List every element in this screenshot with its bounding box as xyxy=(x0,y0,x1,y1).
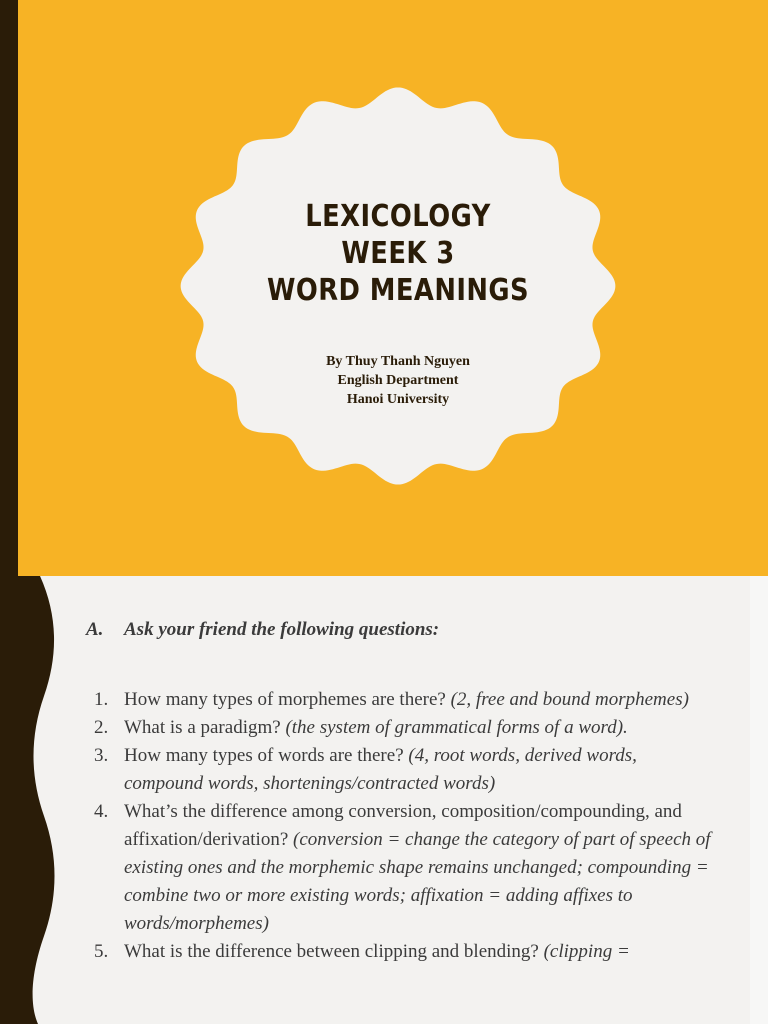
title-line-topic: WORD MEANINGS xyxy=(266,273,530,308)
slide-right-strip xyxy=(750,576,768,1024)
section-marker: A. xyxy=(86,619,104,640)
list-item xyxy=(84,742,714,798)
list-item xyxy=(84,686,714,714)
question-list xyxy=(84,686,714,966)
slide-content xyxy=(84,616,714,966)
scalloped-badge xyxy=(168,80,628,500)
question-text: What is the difference between clipping and blending? xyxy=(124,941,544,962)
wavy-left-border xyxy=(18,576,78,1024)
question-text: How many types of words are there? xyxy=(124,745,409,766)
section-heading-text: Ask your friend the following questions: xyxy=(124,619,440,640)
question-text: How many types of morphemes are there? xyxy=(124,689,451,710)
item-number: 2. xyxy=(94,717,109,738)
answer-text: (clipping = xyxy=(543,941,630,962)
title-slide xyxy=(18,0,768,576)
item-number: 1. xyxy=(94,689,109,710)
answer-text: (conversion = change the category of part of speech of existing ones and the morphemic shape remains unchanged; compounding = combine two or more existing words; affixation = adding affixes to words/morphemes) xyxy=(124,829,711,934)
slide-title xyxy=(200,198,596,309)
item-number: 3. xyxy=(94,745,109,766)
slide-left-edge xyxy=(0,0,18,576)
list-item xyxy=(84,714,714,742)
question-text: What’s the difference among conversion, composition/compounding, and affixation/derivation? xyxy=(124,801,682,850)
answer-text: (4, root words, derived words, compound words, shortenings/contracted words) xyxy=(124,745,637,794)
section-heading xyxy=(84,616,714,644)
title-line-week: WEEK 3 xyxy=(341,236,455,271)
list-item xyxy=(84,938,714,966)
title-line-course: LEXICOLOGY xyxy=(305,199,491,234)
author-university: Hanoi University xyxy=(346,392,450,407)
author-name: By Thuy Thanh Nguyen xyxy=(326,354,470,369)
questions-slide xyxy=(18,576,750,1024)
answer-text: (2, free and bound morphemes) xyxy=(450,689,689,710)
question-text: What is a paradigm? xyxy=(124,717,286,738)
list-item xyxy=(84,798,714,938)
item-number: 4. xyxy=(94,801,109,822)
author-department: English Department xyxy=(337,373,459,388)
author-info xyxy=(168,352,628,409)
answer-text: (the system of grammatical forms of a word). xyxy=(285,717,628,738)
item-number: 5. xyxy=(94,941,109,962)
